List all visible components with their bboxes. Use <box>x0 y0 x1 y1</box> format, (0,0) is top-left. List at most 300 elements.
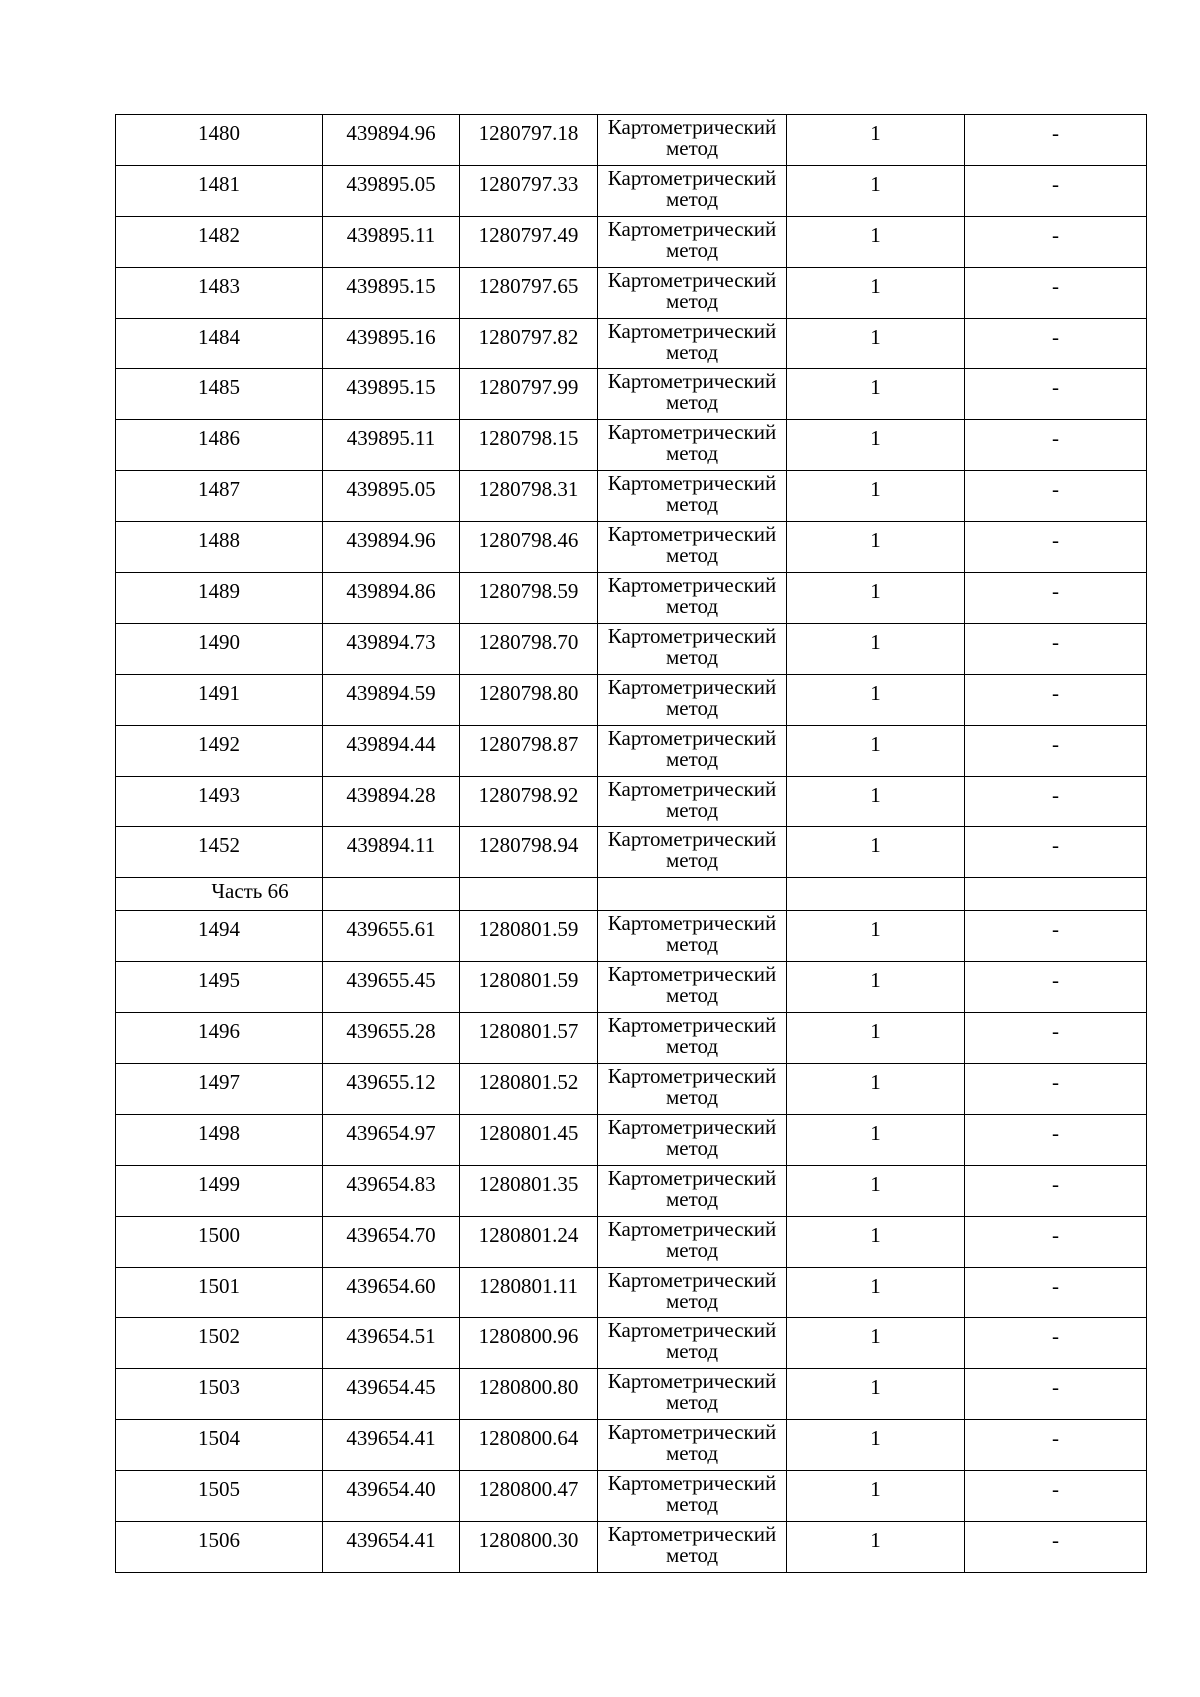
accuracy-cell <box>787 776 965 827</box>
note-value: - <box>1052 375 1059 400</box>
point-number-value: 1496 <box>198 1019 240 1044</box>
point-number-cell <box>116 1369 323 1420</box>
x-coordinate-value: 439654.41 <box>346 1528 436 1553</box>
accuracy-value: 1 <box>870 579 881 604</box>
method-cell <box>598 962 787 1013</box>
y-coordinate-value: 1280797.99 <box>478 375 579 400</box>
point-number-value: 1498 <box>198 1120 240 1145</box>
x-coordinate-cell <box>323 1267 460 1318</box>
point-number-value: 1503 <box>198 1375 240 1400</box>
y-coordinate-cell <box>460 522 598 573</box>
point-number-value: 1490 <box>198 629 240 654</box>
method-value: Картометрический метод <box>607 1522 777 1568</box>
accuracy-value: 1 <box>870 1273 881 1298</box>
method-cell <box>598 1114 787 1165</box>
point-number-value: 1493 <box>198 782 240 807</box>
x-coordinate-cell <box>323 420 460 471</box>
point-number-value: 1486 <box>198 426 240 451</box>
y-coordinate-value: 1280801.24 <box>478 1222 579 1247</box>
y-coordinate-value: 1280800.96 <box>478 1324 579 1349</box>
x-coordinate-cell <box>323 115 460 166</box>
y-coordinate-cell <box>460 911 598 962</box>
x-coordinate-cell <box>323 1165 460 1216</box>
note-cell <box>965 318 1147 369</box>
note-cell <box>965 1267 1147 1318</box>
note-value: - <box>1052 477 1059 502</box>
accuracy-cell <box>787 1267 965 1318</box>
accuracy-value: 1 <box>870 273 881 298</box>
accuracy-cell <box>787 369 965 420</box>
point-number-value: 1480 <box>198 121 240 145</box>
table-row <box>116 1267 1147 1318</box>
accuracy-value: 1 <box>870 680 881 705</box>
accuracy-value: 1 <box>870 171 881 196</box>
accuracy-value: 1 <box>870 375 881 400</box>
table-row <box>116 420 1147 471</box>
y-coordinate-value: 1280797.18 <box>478 121 579 145</box>
method-cell <box>598 1165 787 1216</box>
method-value: Картометрический метод <box>607 1267 777 1313</box>
note-cell <box>965 827 1147 878</box>
note-value: - <box>1052 731 1059 756</box>
y-coordinate-value: 1280801.45 <box>478 1120 579 1145</box>
point-number-cell <box>116 962 323 1013</box>
accuracy-cell <box>787 1165 965 1216</box>
y-coordinate-cell <box>460 1369 598 1420</box>
method-cell <box>598 1369 787 1420</box>
method-cell <box>598 674 787 725</box>
x-coordinate-cell <box>323 522 460 573</box>
note-value: - <box>1052 426 1059 451</box>
method-cell <box>598 522 787 573</box>
y-coordinate-cell <box>460 1013 598 1064</box>
point-number-cell <box>116 1165 323 1216</box>
y-coordinate-value: 1280801.11 <box>479 1273 578 1298</box>
y-coordinate-value: 1280797.33 <box>478 171 579 196</box>
note-cell <box>965 1013 1147 1064</box>
method-value: Картометрический метод <box>607 115 777 160</box>
note-cell <box>965 1522 1147 1573</box>
note-value: - <box>1052 1426 1059 1451</box>
y-coordinate-cell <box>460 369 598 420</box>
x-coordinate-cell <box>323 1420 460 1471</box>
accuracy-cell <box>787 1522 965 1573</box>
y-coordinate-cell <box>460 776 598 827</box>
x-coordinate-cell <box>323 674 460 725</box>
x-coordinate-cell <box>323 216 460 267</box>
method-value: Картометрический метод <box>607 471 777 517</box>
y-coordinate-cell <box>460 216 598 267</box>
method-cell <box>598 1267 787 1318</box>
method-value: Картометрический метод <box>607 216 777 262</box>
y-coordinate-cell <box>460 1114 598 1165</box>
x-coordinate-cell <box>323 1318 460 1369</box>
method-value: Картометрический метод <box>607 369 777 415</box>
method-cell <box>598 369 787 420</box>
y-coordinate-value: 1280798.94 <box>478 833 579 858</box>
note-cell <box>965 911 1147 962</box>
note-value: - <box>1052 1528 1059 1553</box>
accuracy-cell <box>787 1114 965 1165</box>
method-cell <box>598 318 787 369</box>
note-cell <box>965 216 1147 267</box>
x-coordinate-cell <box>323 318 460 369</box>
y-coordinate-value: 1280797.82 <box>478 324 579 349</box>
point-number-value: 1492 <box>198 731 240 756</box>
y-coordinate-value: 1280798.31 <box>478 477 579 502</box>
method-value: Картометрический метод <box>607 1165 777 1211</box>
method-value: Картометрический метод <box>607 1420 777 1466</box>
accuracy-cell <box>787 1471 965 1522</box>
table-row <box>116 267 1147 318</box>
accuracy-value: 1 <box>870 1222 881 1247</box>
method-cell <box>598 1522 787 1573</box>
table-row <box>116 962 1147 1013</box>
method-cell <box>598 471 787 522</box>
table-row <box>116 115 1147 166</box>
method-cell <box>598 1216 787 1267</box>
accuracy-cell <box>787 1013 965 1064</box>
method-value: Картометрический метод <box>607 1471 777 1517</box>
note-value: - <box>1052 1019 1059 1044</box>
x-coordinate-value: 439654.41 <box>346 1426 436 1451</box>
x-coordinate-cell <box>323 471 460 522</box>
accuracy-value: 1 <box>870 629 881 654</box>
accuracy-cell <box>787 216 965 267</box>
method-cell <box>598 115 787 166</box>
accuracy-value: 1 <box>870 782 881 807</box>
x-coordinate-cell <box>323 1064 460 1115</box>
table-row <box>116 911 1147 962</box>
method-cell <box>598 573 787 624</box>
x-coordinate-cell <box>323 1471 460 1522</box>
accuracy-value: 1 <box>870 1019 881 1044</box>
point-number-cell <box>116 674 323 725</box>
note-value: - <box>1052 1120 1059 1145</box>
method-value: Картометрический метод <box>607 1216 777 1262</box>
point-number-cell <box>116 318 323 369</box>
point-number-value: 1489 <box>198 579 240 604</box>
point-number-cell <box>116 1114 323 1165</box>
point-number-value: 1500 <box>198 1222 240 1247</box>
accuracy-value: 1 <box>870 1120 881 1145</box>
note-value: - <box>1052 1273 1059 1298</box>
point-number-value: 1482 <box>198 222 240 247</box>
note-cell <box>965 471 1147 522</box>
table-row <box>116 776 1147 827</box>
point-number-cell <box>116 623 323 674</box>
method-value: Картометрический метод <box>607 1369 777 1415</box>
accuracy-value: 1 <box>870 222 881 247</box>
y-coordinate-cell <box>460 1471 598 1522</box>
y-coordinate-value: 1280801.57 <box>478 1019 579 1044</box>
accuracy-cell <box>787 1318 965 1369</box>
accuracy-cell <box>787 911 965 962</box>
point-number-value: 1499 <box>198 1171 240 1196</box>
y-coordinate-cell <box>460 623 598 674</box>
note-cell <box>965 674 1147 725</box>
x-coordinate-cell <box>323 267 460 318</box>
y-coordinate-cell <box>460 318 598 369</box>
x-coordinate-value: 439895.15 <box>346 375 436 400</box>
empty-cell <box>965 878 1147 911</box>
table-row <box>116 1114 1147 1165</box>
accuracy-cell <box>787 420 965 471</box>
point-number-cell <box>116 216 323 267</box>
x-coordinate-value: 439894.28 <box>346 782 436 807</box>
table-row <box>116 471 1147 522</box>
x-coordinate-value: 439655.45 <box>346 968 436 993</box>
accuracy-cell <box>787 827 965 878</box>
note-cell <box>965 267 1147 318</box>
table-row <box>116 573 1147 624</box>
accuracy-value: 1 <box>870 1528 881 1553</box>
note-value: - <box>1052 171 1059 196</box>
method-cell <box>598 911 787 962</box>
method-cell <box>598 216 787 267</box>
point-number-value: 1452 <box>198 833 240 858</box>
x-coordinate-cell <box>323 623 460 674</box>
point-number-cell <box>116 1318 323 1369</box>
y-coordinate-value: 1280798.80 <box>478 680 579 705</box>
section-header-row <box>116 878 1147 911</box>
accuracy-value: 1 <box>870 324 881 349</box>
table-row <box>116 522 1147 573</box>
x-coordinate-value: 439894.86 <box>346 579 436 604</box>
note-value: - <box>1052 579 1059 604</box>
note-cell <box>965 1064 1147 1115</box>
note-value: - <box>1052 1070 1059 1095</box>
accuracy-value: 1 <box>870 1324 881 1349</box>
table-body <box>116 115 1147 1573</box>
x-coordinate-value: 439895.05 <box>346 477 436 502</box>
accuracy-value: 1 <box>870 1070 881 1095</box>
table-row <box>116 725 1147 776</box>
note-cell <box>965 573 1147 624</box>
accuracy-cell <box>787 573 965 624</box>
x-coordinate-value: 439654.70 <box>346 1222 436 1247</box>
accuracy-value: 1 <box>870 1477 881 1502</box>
note-cell <box>965 1216 1147 1267</box>
x-coordinate-cell <box>323 165 460 216</box>
method-value: Картометрический метод <box>607 827 777 873</box>
x-coordinate-cell <box>323 911 460 962</box>
y-coordinate-cell <box>460 1064 598 1115</box>
note-cell <box>965 1471 1147 1522</box>
method-cell <box>598 725 787 776</box>
y-coordinate-cell <box>460 1522 598 1573</box>
x-coordinate-cell <box>323 776 460 827</box>
point-number-cell <box>116 522 323 573</box>
accuracy-value: 1 <box>870 121 881 145</box>
point-number-cell <box>116 1216 323 1267</box>
y-coordinate-cell <box>460 267 598 318</box>
note-value: - <box>1052 324 1059 349</box>
point-number-value: 1483 <box>198 273 240 298</box>
y-coordinate-value: 1280797.49 <box>478 222 579 247</box>
table-row <box>116 674 1147 725</box>
method-cell <box>598 827 787 878</box>
point-number-cell <box>116 1522 323 1573</box>
x-coordinate-cell <box>323 1216 460 1267</box>
table-row <box>116 165 1147 216</box>
x-coordinate-value: 439895.15 <box>346 273 436 298</box>
accuracy-cell <box>787 318 965 369</box>
accuracy-cell <box>787 115 965 166</box>
note-cell <box>965 725 1147 776</box>
empty-cell <box>460 878 598 911</box>
y-coordinate-cell <box>460 1216 598 1267</box>
table-row <box>116 827 1147 878</box>
point-number-cell <box>116 911 323 962</box>
note-value: - <box>1052 1324 1059 1349</box>
method-value: Картометрический метод <box>607 522 777 568</box>
note-cell <box>965 1114 1147 1165</box>
x-coordinate-value: 439654.60 <box>346 1273 436 1298</box>
point-number-value: 1494 <box>198 917 240 942</box>
note-cell <box>965 776 1147 827</box>
method-value: Картометрический метод <box>607 420 777 466</box>
method-value: Картометрический метод <box>607 1318 777 1364</box>
point-number-cell <box>116 1267 323 1318</box>
y-coordinate-cell <box>460 827 598 878</box>
accuracy-cell <box>787 674 965 725</box>
y-coordinate-value: 1280800.30 <box>478 1528 579 1553</box>
section-label: Часть 66 <box>211 879 289 904</box>
method-value: Картометрический метод <box>607 1013 777 1059</box>
x-coordinate-cell <box>323 1013 460 1064</box>
y-coordinate-value: 1280801.59 <box>478 968 579 993</box>
y-coordinate-cell <box>460 1267 598 1318</box>
method-value: Картометрический метод <box>607 1064 777 1110</box>
accuracy-cell <box>787 623 965 674</box>
point-number-cell <box>116 115 323 166</box>
y-coordinate-value: 1280798.59 <box>478 579 579 604</box>
x-coordinate-value: 439894.96 <box>346 528 436 553</box>
method-cell <box>598 267 787 318</box>
x-coordinate-value: 439894.96 <box>346 121 436 145</box>
accuracy-cell <box>787 522 965 573</box>
note-value: - <box>1052 968 1059 993</box>
method-cell <box>598 420 787 471</box>
accuracy-cell <box>787 267 965 318</box>
y-coordinate-cell <box>460 1165 598 1216</box>
table-row <box>116 369 1147 420</box>
y-coordinate-cell <box>460 1318 598 1369</box>
point-number-value: 1488 <box>198 528 240 553</box>
note-cell <box>965 1165 1147 1216</box>
point-number-value: 1481 <box>198 171 240 196</box>
note-value: - <box>1052 680 1059 705</box>
note-value: - <box>1052 1375 1059 1400</box>
y-coordinate-cell <box>460 471 598 522</box>
x-coordinate-value: 439654.83 <box>346 1171 436 1196</box>
y-coordinate-cell <box>460 573 598 624</box>
note-cell <box>965 522 1147 573</box>
table-row <box>116 1369 1147 1420</box>
point-number-cell <box>116 471 323 522</box>
method-value: Картометрический метод <box>607 674 777 720</box>
accuracy-cell <box>787 1064 965 1115</box>
x-coordinate-cell <box>323 1369 460 1420</box>
accuracy-cell <box>787 1420 965 1471</box>
y-coordinate-cell <box>460 674 598 725</box>
point-number-cell <box>116 369 323 420</box>
point-number-value: 1506 <box>198 1528 240 1553</box>
point-number-cell <box>116 420 323 471</box>
table-row <box>116 623 1147 674</box>
point-number-cell <box>116 165 323 216</box>
table-row <box>116 318 1147 369</box>
point-number-cell <box>116 776 323 827</box>
x-coordinate-cell <box>323 1114 460 1165</box>
note-cell <box>965 115 1147 166</box>
y-coordinate-value: 1280798.87 <box>478 731 579 756</box>
table-row <box>116 1318 1147 1369</box>
note-value: - <box>1052 528 1059 553</box>
note-value: - <box>1052 1477 1059 1502</box>
method-value: Картометрический метод <box>607 1114 777 1160</box>
accuracy-cell <box>787 1369 965 1420</box>
coordinates-table <box>115 114 1147 1573</box>
x-coordinate-value: 439654.97 <box>346 1120 436 1145</box>
x-coordinate-value: 439654.40 <box>346 1477 436 1502</box>
method-value: Картометрический метод <box>607 318 777 364</box>
table-row <box>116 1471 1147 1522</box>
point-number-cell <box>116 827 323 878</box>
y-coordinate-cell <box>460 962 598 1013</box>
table-row <box>116 1064 1147 1115</box>
method-cell <box>598 1064 787 1115</box>
point-number-value: 1495 <box>198 968 240 993</box>
point-number-value: 1504 <box>198 1426 240 1451</box>
point-number-value: 1485 <box>198 375 240 400</box>
point-number-cell <box>116 1420 323 1471</box>
accuracy-value: 1 <box>870 731 881 756</box>
y-coordinate-value: 1280797.65 <box>478 273 579 298</box>
table-row <box>116 1013 1147 1064</box>
x-coordinate-value: 439894.11 <box>346 833 436 858</box>
accuracy-cell <box>787 1216 965 1267</box>
method-cell <box>598 1013 787 1064</box>
x-coordinate-value: 439655.12 <box>346 1070 436 1095</box>
accuracy-value: 1 <box>870 528 881 553</box>
point-number-cell <box>116 267 323 318</box>
point-number-cell <box>116 725 323 776</box>
x-coordinate-cell <box>323 369 460 420</box>
note-cell <box>965 962 1147 1013</box>
method-value: Картометрический метод <box>607 165 777 211</box>
y-coordinate-cell <box>460 115 598 166</box>
point-number-value: 1484 <box>198 324 240 349</box>
y-coordinate-value: 1280798.70 <box>478 629 579 654</box>
x-coordinate-value: 439655.61 <box>346 917 436 942</box>
table-row <box>116 1420 1147 1471</box>
method-value: Картометрический метод <box>607 962 777 1008</box>
accuracy-value: 1 <box>870 968 881 993</box>
note-cell <box>965 420 1147 471</box>
x-coordinate-value: 439895.05 <box>346 171 436 196</box>
x-coordinate-value: 439895.11 <box>346 426 436 451</box>
method-value: Картометрический метод <box>607 725 777 771</box>
section-label-cell <box>116 878 323 911</box>
method-value: Картометрический метод <box>607 573 777 619</box>
x-coordinate-value: 439894.73 <box>346 629 436 654</box>
method-value: Картометрический метод <box>607 911 777 957</box>
method-cell <box>598 165 787 216</box>
method-value: Картометрический метод <box>607 776 777 822</box>
y-coordinate-value: 1280800.47 <box>478 1477 579 1502</box>
